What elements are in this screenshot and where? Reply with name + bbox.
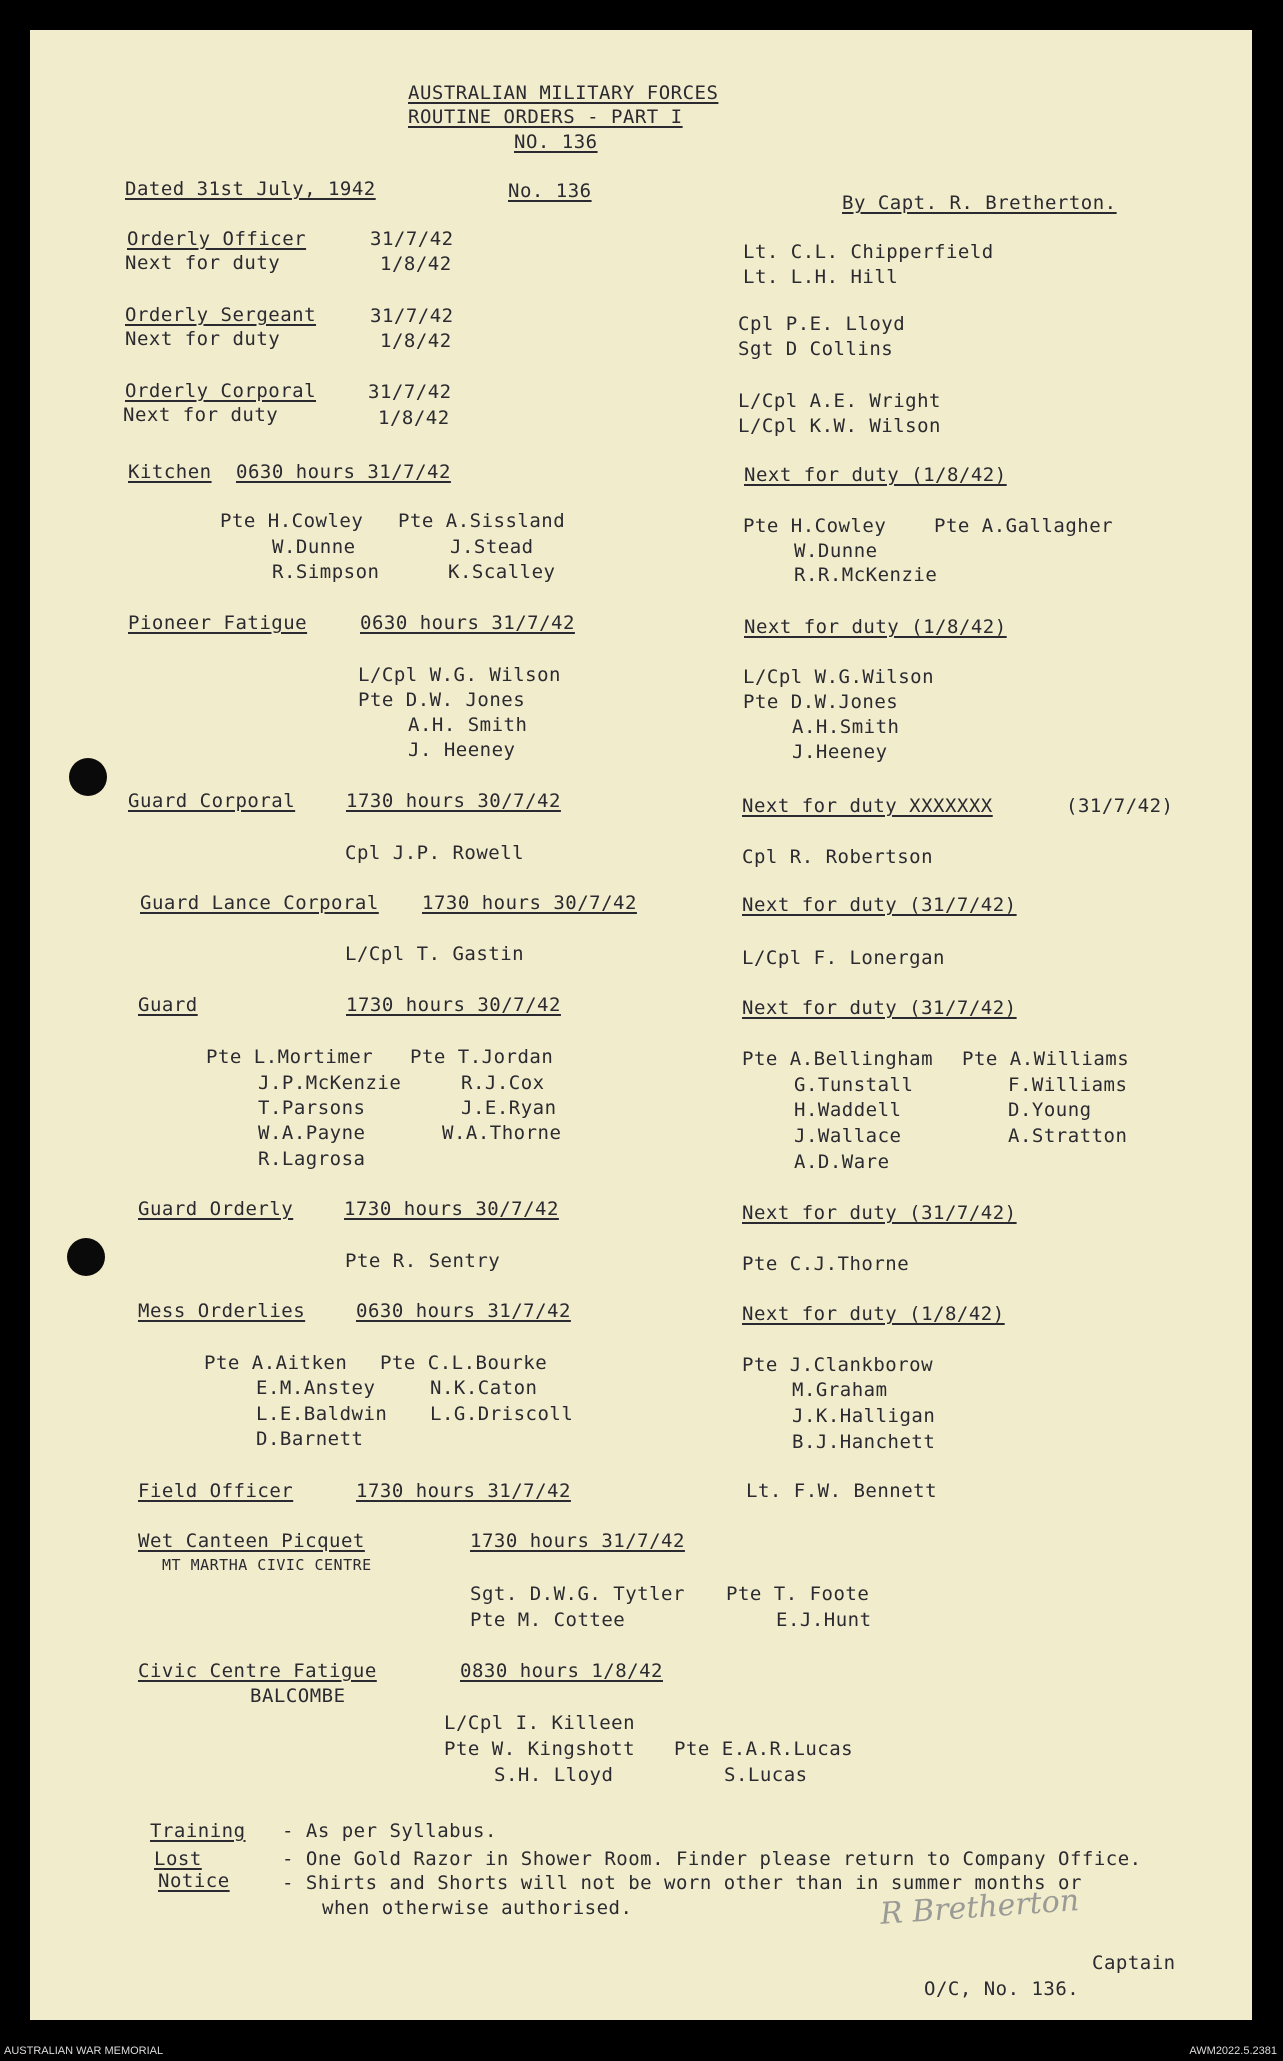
name: Cpl R. Robertson — [742, 846, 934, 868]
guard-label: Guard — [138, 994, 198, 1016]
name: D.Young — [1008, 1099, 1092, 1121]
punch-hole — [67, 1238, 105, 1276]
name: Sgt. D.W.G. Tytler — [470, 1583, 685, 1605]
name: R.J.Cox — [461, 1072, 545, 1094]
name: Pte R. Sentry — [345, 1250, 501, 1272]
name: N.K.Caton — [430, 1377, 538, 1399]
name: Pte H.Cowley — [220, 510, 364, 532]
name: L/Cpl I. Killeen — [444, 1712, 636, 1734]
name: R.R.McKenzie — [794, 564, 938, 586]
name: Pte C.L.Bourke — [380, 1352, 548, 1374]
orderly-corporal-name: L/Cpl A.E. Wright — [738, 390, 941, 412]
name: J. Heeney — [408, 739, 516, 761]
pioneer-time: 0630 hours 31/7/42 — [360, 612, 575, 634]
name: L.G.Driscoll — [430, 1403, 574, 1425]
notice-label: Notice — [158, 1870, 230, 1892]
name: Pte D.W. Jones — [358, 689, 526, 711]
name: L/Cpl T. Gastin — [345, 943, 525, 965]
kitchen-label: Kitchen — [128, 461, 212, 483]
wet-canteen-location: MT MARTHA CIVIC CENTRE — [162, 1556, 372, 1574]
orderly-corporal-date: 31/7/42 — [368, 381, 452, 403]
next-for-duty: Next for duty — [123, 404, 279, 426]
punch-hole — [69, 758, 107, 796]
name: A.D.Ware — [794, 1151, 890, 1173]
signature-rank: Captain — [1092, 1952, 1176, 1974]
name: B.J.Hanchett — [792, 1431, 936, 1453]
wet-canteen-label: Wet Canteen Picquet — [138, 1530, 365, 1552]
training-label: Training — [150, 1820, 246, 1842]
name: L/Cpl W.G. Wilson — [358, 664, 561, 686]
orderly-officer-date: 31/7/42 — [370, 228, 454, 250]
name: J.Stead — [450, 536, 534, 558]
name: Pte L.Mortimer — [206, 1046, 374, 1068]
name: R.Lagrosa — [258, 1148, 366, 1170]
name: Pte E.A.R.Lucas — [674, 1738, 854, 1760]
lost-text: - One Gold Razor in Shower Room. Finder please return to Company Office. — [282, 1848, 1142, 1870]
name: Pte A.Aitken — [204, 1352, 348, 1374]
header-line2: ROUTINE ORDERS - PART I — [408, 106, 683, 128]
orderly-sergeant-date: 31/7/42 — [370, 305, 454, 327]
name: Pte A.Williams — [962, 1048, 1130, 1070]
civic-centre-label: Civic Centre Fatigue — [138, 1660, 377, 1682]
name: L/Cpl W.G.Wilson — [743, 666, 935, 688]
name: W.Dunne — [272, 536, 356, 558]
guard-orderly-time: 1730 hours 30/7/42 — [344, 1198, 559, 1220]
issued-by: By Capt. R. Bretherton. — [842, 192, 1117, 214]
civic-centre-location: BALCOMBE — [250, 1685, 346, 1707]
name: Pte D.W.Jones — [743, 691, 899, 713]
name: Pte H.Cowley — [743, 515, 887, 537]
name: L/Cpl F. Lonergan — [742, 947, 945, 969]
mess-orderlies-time: 0630 hours 31/7/42 — [356, 1300, 571, 1322]
name: Pte A.Sissland — [398, 510, 566, 532]
civic-centre-time: 0830 hours 1/8/42 — [460, 1660, 663, 1682]
next-for-duty: Next for duty — [125, 328, 281, 350]
guard-corporal-time: 1730 hours 30/7/42 — [346, 790, 561, 812]
guard-lance-corporal-next: Next for duty (31/7/42) — [742, 894, 1017, 916]
kitchen-time: 0630 hours 31/7/42 — [236, 461, 451, 483]
name: F.Williams — [1008, 1074, 1128, 1096]
name: J.Wallace — [794, 1125, 902, 1147]
guard-orderly-label: Guard Orderly — [138, 1198, 294, 1220]
mess-orderlies-label: Mess Orderlies — [138, 1300, 306, 1322]
guard-corporal-label: Guard Corporal — [128, 790, 296, 812]
guard-time: 1730 hours 30/7/42 — [346, 994, 561, 1016]
order-number: No. 136 — [508, 180, 592, 202]
guard-corporal-next-date: (31/7/42) — [1066, 795, 1174, 817]
name: J.E.Ryan — [461, 1097, 557, 1119]
mess-orderlies-next: Next for duty (1/8/42) — [742, 1303, 1005, 1325]
signature-oc: O/C, No. 136. — [924, 1978, 1080, 2000]
next-date: 1/8/42 — [378, 407, 450, 429]
guard-lance-corporal-time: 1730 hours 30/7/42 — [422, 892, 637, 914]
wet-canteen-time: 1730 hours 31/7/42 — [470, 1530, 685, 1552]
orderly-officer-name: Lt. C.L. Chipperfield — [743, 241, 994, 263]
name: A.Stratton — [1008, 1125, 1128, 1147]
name: L.E.Baldwin — [256, 1403, 388, 1425]
field-officer-time: 1730 hours 31/7/42 — [356, 1480, 571, 1502]
name: Pte A.Bellingham — [742, 1048, 934, 1070]
name: S.H. Lloyd — [494, 1764, 614, 1786]
guard-orderly-next: Next for duty (31/7/42) — [742, 1202, 1017, 1224]
orderly-sergeant-label: Orderly Sergeant — [125, 304, 317, 326]
name: J.P.McKenzie — [258, 1072, 402, 1094]
archive-label: AUSTRALIAN WAR MEMORIAL — [4, 2045, 164, 2057]
name: Pte T. Foote — [726, 1583, 870, 1605]
next-name: Lt. L.H. Hill — [743, 266, 899, 288]
lost-label: Lost — [154, 1848, 202, 1870]
name: Pte W. Kingshott — [444, 1738, 636, 1760]
name: A.H. Smith — [408, 714, 528, 736]
header-line1: AUSTRALIAN MILITARY FORCES — [408, 82, 719, 104]
pioneer-label: Pioneer Fatigue — [128, 612, 308, 634]
next-name: Sgt D Collins — [738, 338, 894, 360]
dated: Dated 31st July, 1942 — [125, 178, 376, 200]
guard-next: Next for duty (31/7/42) — [742, 997, 1017, 1019]
guard-lance-corporal-label: Guard Lance Corporal — [140, 892, 379, 914]
name: E.J.Hunt — [776, 1609, 872, 1631]
name: S.Lucas — [724, 1764, 808, 1786]
name: D.Barnett — [256, 1428, 364, 1450]
name: T.Parsons — [258, 1097, 366, 1119]
name: G.Tunstall — [794, 1074, 914, 1096]
name: J.Heeney — [792, 741, 888, 763]
name: Pte J.Clankborow — [742, 1354, 934, 1376]
name: Cpl J.P. Rowell — [345, 842, 525, 864]
name: A.H.Smith — [792, 716, 900, 738]
name: W.A.Payne — [258, 1122, 366, 1144]
name: W.Dunne — [794, 540, 878, 562]
next-date: 1/8/42 — [380, 253, 452, 275]
next-date: 1/8/42 — [380, 330, 452, 352]
name: Pte M. Cottee — [470, 1609, 626, 1631]
orderly-officer-label: Orderly Officer — [127, 228, 307, 250]
next-for-duty: Next for duty — [125, 252, 281, 274]
training-text: - As per Syllabus. — [282, 1820, 497, 1842]
name: K.Scalley — [448, 561, 556, 583]
signature: R Bretherton — [879, 1883, 1081, 1932]
notice-text-continued: when otherwise authorised. — [322, 1897, 633, 1919]
kitchen-next: Next for duty (1/8/42) — [744, 464, 1007, 486]
name: Pte C.J.Thorne — [742, 1253, 910, 1275]
pioneer-next: Next for duty (1/8/42) — [744, 616, 1007, 638]
header-line3: NO. 136 — [514, 131, 598, 153]
orderly-sergeant-name: Cpl P.E. Lloyd — [738, 313, 906, 335]
guard-corporal-next: Next for duty XXXXXXX — [742, 795, 993, 817]
name: M.Graham — [792, 1379, 888, 1401]
name: J.K.Halligan — [792, 1405, 936, 1427]
name: Lt. F.W. Bennett — [746, 1480, 938, 1502]
name: R.Simpson — [272, 561, 380, 583]
field-officer-label: Field Officer — [138, 1480, 294, 1502]
orderly-corporal-label: Orderly Corporal — [125, 380, 317, 402]
next-name: L/Cpl K.W. Wilson — [738, 415, 941, 437]
archive-id: AWM2022.5.2381 — [1189, 2045, 1277, 2057]
name: Pte T.Jordan — [410, 1046, 554, 1068]
name: W.A.Thorne — [442, 1122, 562, 1144]
name: Pte A.Gallagher — [934, 515, 1114, 537]
name: H.Waddell — [794, 1099, 902, 1121]
name: E.M.Anstey — [256, 1377, 376, 1399]
notice-text: - Shirts and Shorts will not be worn other than in summer months or — [282, 1872, 1082, 1894]
